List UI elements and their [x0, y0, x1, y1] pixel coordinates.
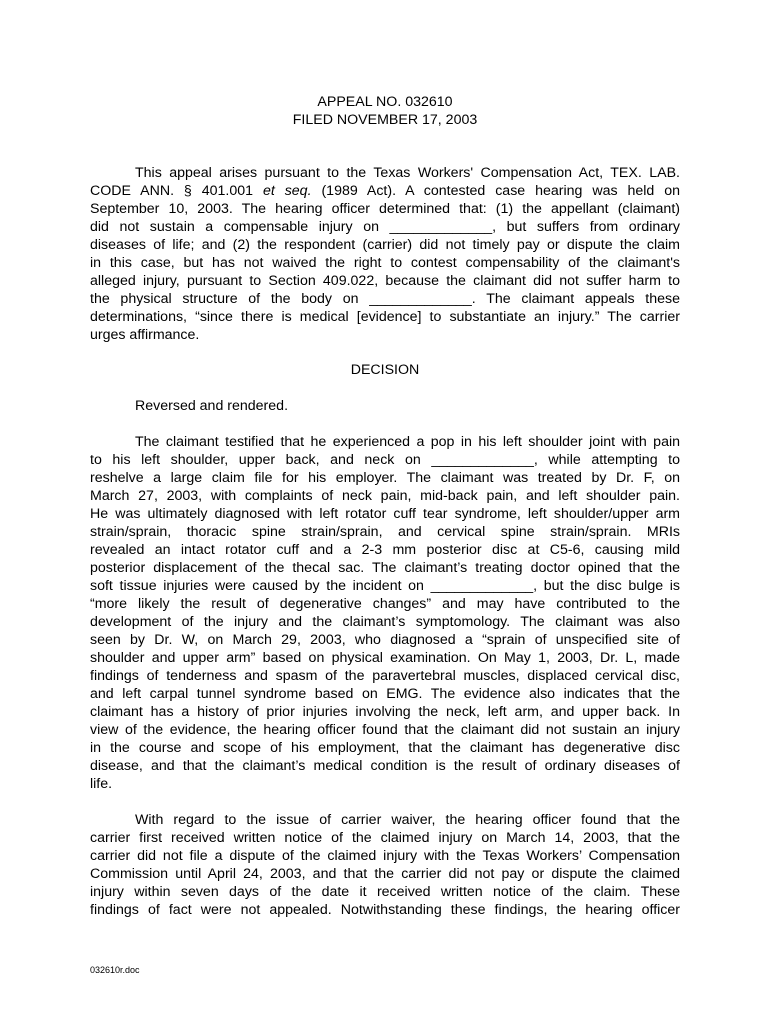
paragraph-1-line: CODE ANN. § 401.001 et seq. (1989 Act). A contested case hearing was held on	[90, 183, 681, 199]
paragraph-1-line: This appeal arises pursuant to the Texas Workers' Compensation Act, TEX. LAB.	[135, 165, 680, 181]
paragraph-1-line: September 10, 2003. The hearing officer determined that: (1) the appellant (claimant)	[90, 201, 680, 217]
footer-filename: 032610r.doc	[90, 965, 140, 975]
paragraph-2-line: reshelve a large claim file for his employer. The claimant was treated by Dr. F, on	[90, 470, 680, 486]
paragraph-1-line: the physical structure of the body on _____________. The claimant appeals these	[90, 291, 680, 307]
paragraph-2-line: life.	[90, 776, 113, 792]
paragraph-1-line: did not sustain a compensable injury on _____________, but suffers from ordinary	[90, 219, 680, 235]
paragraph-3-line: carrier first received written notice of the claimed injury on March 14, 2003, that the	[90, 830, 680, 846]
appeal-number: APPEAL NO. 032610	[317, 94, 453, 110]
et-seq-italic: et seq.	[262, 183, 312, 199]
paragraph-2-line: He was ultimately diagnosed with left rotator cuff tear syndrome, left shoulder/upper arm	[90, 506, 680, 522]
paragraph-1-line: urges affirmance.	[90, 327, 200, 343]
paragraph-1-line: determinations, “since there is medical [evidence] to substantiate an injury.” The carrier	[90, 309, 680, 325]
paragraph-2-line: development of the injury and the claimant’s symptomology. The claimant was also	[90, 614, 680, 630]
paragraph-2-line: revealed an intact rotator cuff and a 2-3 mm posterior disc at C5-6, causing mild	[90, 542, 680, 558]
filed-date: FILED NOVEMBER 17, 2003	[292, 112, 478, 128]
paragraph-2-line: view of the evidence, the hearing officer found that the claimant did not sustain an injury	[90, 722, 680, 738]
paragraph-2-line: findings of tenderness and spasm of the paravertebral muscles, displaced cervical disc,	[90, 668, 680, 684]
paragraph-2-line: in the course and scope of his employment, that the claimant has degenerative disc	[90, 740, 680, 756]
paragraph-3-line: Commission until April 24, 2003, and that the carrier did not pay or dispute the claimed	[90, 866, 680, 882]
paragraph-2-line: and left carpal tunnel syndrome based on EMG. The evidence also indicates that the	[90, 686, 680, 702]
paragraph-1-line: alleged injury, pursuant to Section 409.022, because the claimant did not suffer harm to	[90, 273, 680, 289]
paragraph-3-line: With regard to the issue of carrier waiver, the hearing officer found that the	[135, 812, 680, 828]
paragraph-2-line: strain/sprain, thoracic spine strain/sprain, and cervical spine strain/sprain. MRIs	[90, 524, 680, 540]
paragraph-2-line: to his left shoulder, upper back, and neck on _____________, while attempting to	[90, 452, 680, 468]
paragraph-2-line: claimant has a history of prior injuries involving the neck, left arm, and upper back. In	[90, 704, 680, 720]
paragraph-2-line: March 27, 2003, with complaints of neck pain, mid-back pain, and left shoulder pain.	[90, 488, 680, 504]
paragraph-3-line: injury within seven days of the date it received written notice of the claim. These	[90, 884, 680, 900]
paragraph-2-line: disease, and that the claimant’s medical condition is the result of ordinary diseases of	[90, 758, 680, 774]
paragraph-3-line: findings of fact were not appealed. Notwithstanding these findings, the hearing officer	[90, 902, 680, 918]
decision-heading: DECISION	[350, 362, 420, 378]
paragraph-1-line: diseases of life; and (2) the respondent (carrier) did not timely pay or dispute the claim	[90, 237, 680, 253]
paragraph-1-line: in this case, but has not waived the right to contest compensability of the claimant's	[90, 255, 680, 271]
paragraph-2-line: soft tissue injuries were caused by the incident on _____________, but the disc bulge is	[90, 578, 680, 594]
paragraph-2-line: “more likely the result of degenerative changes” and may have contributed to the	[90, 596, 680, 612]
paragraph-2-line: seen by Dr. W, on March 29, 2003, who diagnosed a “sprain of unspecified site of	[90, 632, 680, 648]
paragraph-3-line: carrier did not file a dispute of the claimed injury with the Texas Workers’ Compensation	[90, 848, 680, 864]
paragraph-2-line: shoulder and upper arm” based on physical examination. On May 1, 2003, Dr. L, made	[90, 650, 680, 666]
paragraph-2-line: The claimant testified that he experienced a pop in his left shoulder joint with pain	[135, 434, 680, 450]
paragraph-2-line: posterior displacement of the thecal sac. The claimant’s treating doctor opined that the	[90, 560, 680, 576]
ruling-text: Reversed and rendered.	[135, 398, 289, 414]
